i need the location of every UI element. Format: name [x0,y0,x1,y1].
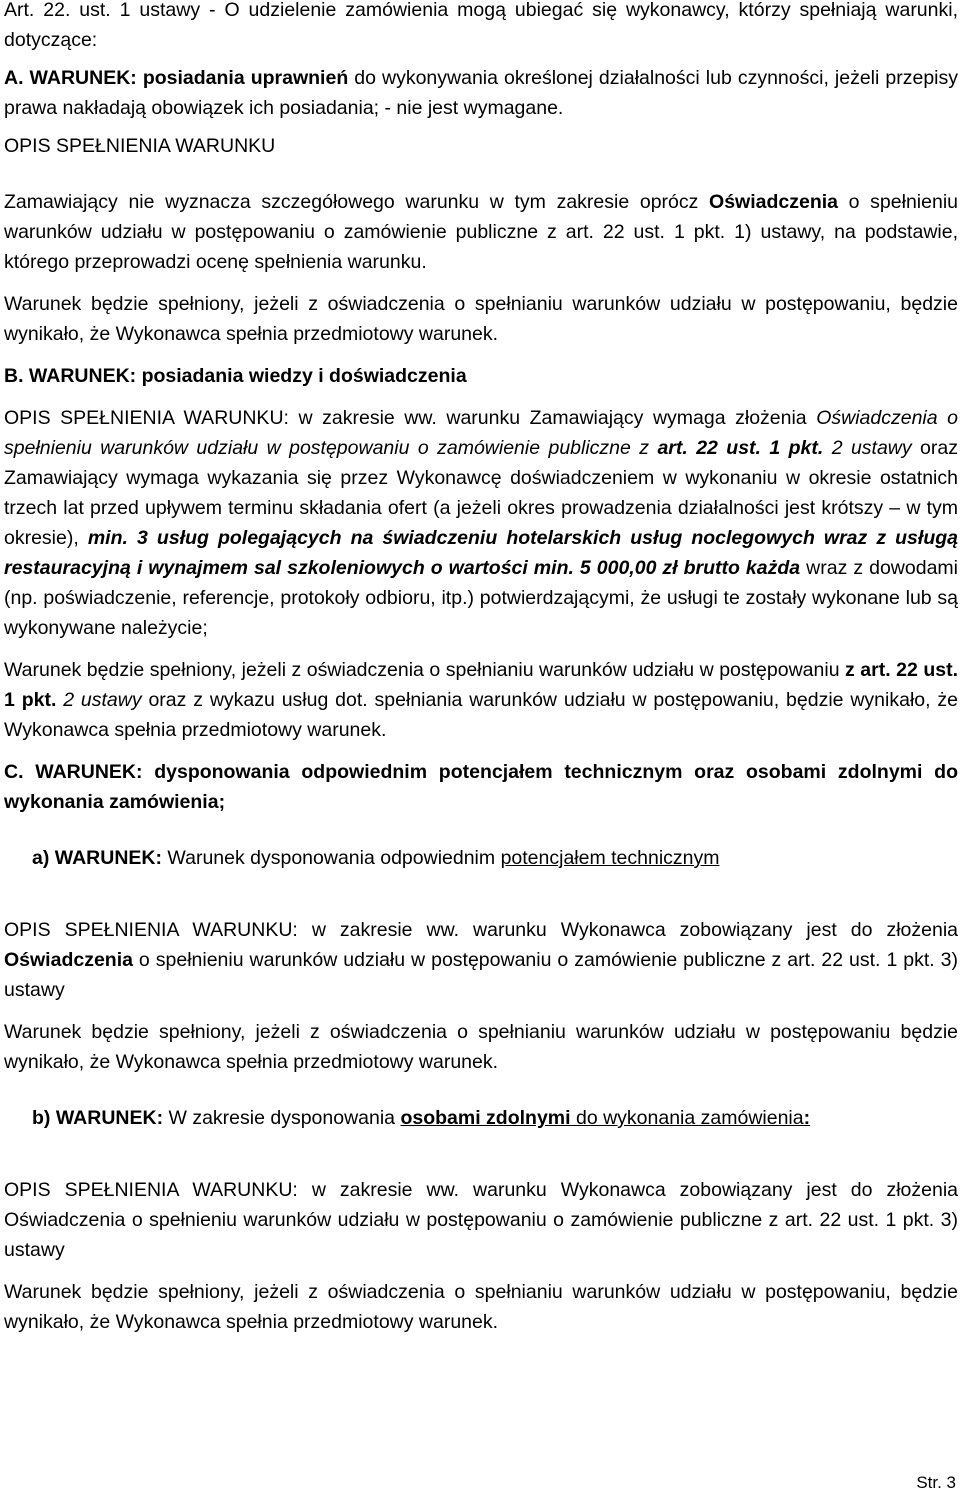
section-c-a-underlined: potencjałem technicznym [500,847,720,869]
section-c-heading [4,757,958,817]
section-b-text-6: min. 3 usług polegających na świadczeniu hotelarskich usług noclegowych wraz z usługą restauracyjną i wynajmem sal szkoleniowych o wartości min. 5 000,00 zł brutto każda [4,527,958,579]
section-b-text-5: oraz Zamawiający wymaga wykazania się przez Wykonawcę doświadczeniem w wykonaniu w okresie ostatnich trzech lat przed upływem terminu składania ofert (a jeżeli okres prowadzenia działalności jest krótszy – w tym okresie), [4,437,958,549]
section-c-a-opis-2: o spełnieniu warunków udziału w postępowaniu o zamówienie publiczne z art. 22 ust. 1 pkt. 3) ustawy [4,949,958,1001]
section-c-b-text: W zakresie dysponowania [163,1107,401,1129]
section-b-fulfilled-2: z art. 22 ust. 1 pkt. [4,659,958,711]
section-c-a-opis [4,915,958,1005]
section-a-desc-text-2: o spełnieniu warunków udziału w postępowaniu o zamówienie publiczne z art. 22 ust. 1 pkt. 1) ustawy, na podstawie, którego przeprowadzi ocenę spełnienia warunku. [4,191,958,273]
section-c-a-opis-1: OPIS SPEŁNIENIA WARUNKU: w zakresie ww. warunku Wykonawca zobowiązany jest do złożenia [4,919,958,941]
section-c-a-text: Warunek dysponowania odpowiednim [162,847,501,869]
document-page [4,0,958,1337]
section-c-a-label: a) WARUNEK: [32,847,162,869]
intro-paragraph [4,0,958,55]
section-b-text-7: wraz z dowodami (np. poświadczenie, referencje, protokoły odbioru, itp.) potwierdzającymi, że usługi te zostały wykonane lub są wykonywane należycie; [4,557,958,639]
section-b-fulfilled [4,655,958,745]
section-b-opis [4,403,958,643]
section-c-b-underlined: do wykonania zamówienia [570,1107,804,1129]
section-b-heading [4,361,958,391]
section-b-text-4: 2 ustawy [823,437,912,459]
section-b-opis-heading: OPIS SPEŁNIENIA WARUNKU: [4,407,289,429]
section-b-letter: B. [4,365,24,387]
section-c-label: C. WARUNEK: dysponowania odpowiednim potencjałem technicznym oraz osobami zdolnymi do wykonania zamówienia; [4,761,958,813]
section-c-b-underlined-colon: : [803,1107,811,1129]
section-b-label: WARUNEK: posiadania wiedzy i doświadczenia [23,365,467,387]
intro-text: Art. 22. ust. 1 ustawy - O udzielenie zamówienia mogą ubiegać się wykonawcy, którzy spełniają warunki, dotyczące: [4,0,958,51]
section-c-a-opis-bold: Oświadczenia [4,949,133,971]
section-b-text-2: Oświadczenia o spełnieniu warunków udziału w postępowaniu o zamówienie publiczne z [4,407,959,459]
section-b-text-3: art. 22 ust. 1 pkt. [657,437,824,459]
section-c-b-label: b) WARUNEK: [32,1107,164,1129]
section-c-b-opis: OPIS SPEŁNIENIA WARUNKU: w zakresie ww. warunku Wykonawca zobowiązany jest do złożenia Oświadczenia o spełnieniu warunków udziału w postępowaniu o zamówienie publiczne z art. 22 ust. 1 pkt. 3) ustawy [4,1179,958,1261]
section-a-desc-bold: Oświadczenia [709,191,839,213]
section-a-description [4,187,958,277]
section-c-b-underlined-bold: osobami zdolnymi [400,1107,571,1129]
section-b-fulfilled-1: Warunek będzie spełniony, jeżeli z oświadczenia o spełnianiu warunków udziału w postępowaniu [4,659,846,681]
section-b-text-1: w zakresie ww. warunku Zamawiający wymaga złożenia [288,407,817,429]
section-a-heading-paragraph [4,63,958,123]
section-a-opis-heading: OPIS SPEŁNIENIA WARUNKU [4,135,276,157]
section-a-label: A. WARUNEK: posiadania uprawnień [4,67,349,89]
page-number: Str. 3 [916,1473,956,1492]
section-c-b-fulfilled: Warunek będzie spełniony, jeżeli z oświadczenia o spełnianiu warunków udziału w postępowaniu, będzie wynikało, że Wykonawca spełnia przedmiotowy warunek. [4,1281,958,1333]
section-a-desc-text: Zamawiający nie wyznacza szczegółowego warunku w tym zakresie oprócz [4,191,710,213]
section-c-b-heading [4,1103,958,1133]
section-b-fulfilled-4: oraz z wykazu usług dot. spełniania warunków udziału w postępowaniu, będzie wynikało, że Wykonawca spełnia przedmiotowy warunek. [4,689,958,741]
section-b-fulfilled-3: 2 ustawy [56,689,142,711]
section-c-a-fulfilled: Warunek będzie spełniony, jeżeli z oświadczenia o spełnianiu warunków udziału w postępowaniu będzie wynikało, że Wykonawca spełnia przedmiotowy warunek. [4,1021,958,1073]
section-a-fulfilled: Warunek będzie spełniony, jeżeli z oświadczenia o spełnianiu warunków udziału w postępowaniu, będzie wynikało, że Wykonawca spełnia przedmiotowy warunek. [4,293,958,345]
section-c-a-heading [4,843,958,873]
section-a-text: do wykonywania określonej działalności lub czynności, jeżeli przepisy prawa nakładają obowiązek ich posiadania; - nie jest wymagane. [4,67,958,119]
